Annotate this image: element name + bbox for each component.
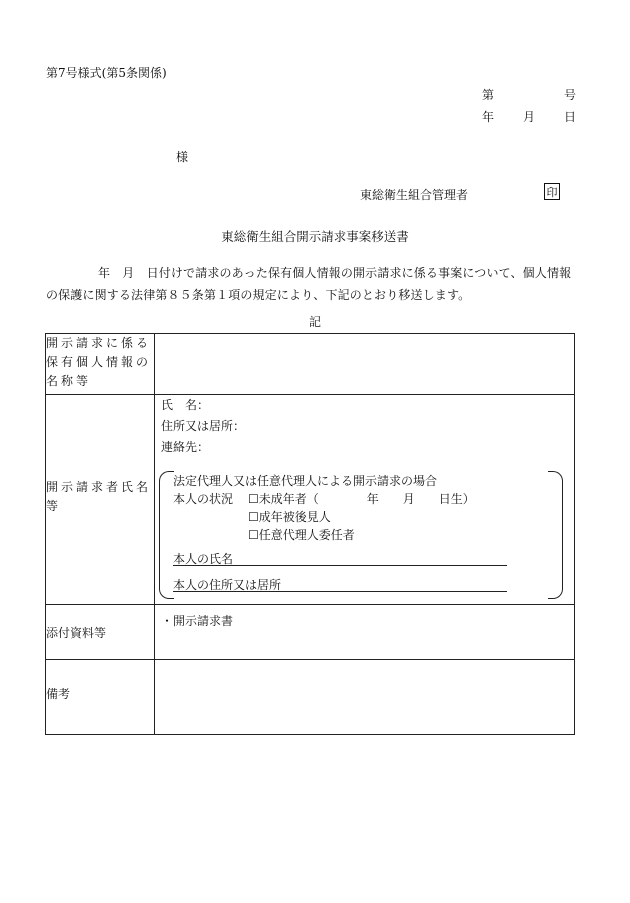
table-row (46, 660, 575, 735)
option-adult-ward[interactable]: ☐成年被後見人 (248, 510, 331, 524)
principal-status-label: 本人の状況 (173, 492, 234, 506)
date-month: 月 (522, 110, 535, 124)
row-label-remarks: 備考 (46, 660, 155, 735)
principal-address-label: 本人の住所又は居所 (173, 578, 282, 592)
table-row (46, 395, 575, 605)
row-label-requested-info: 開示請求に係る保有個人情報の名称等 (46, 334, 155, 395)
table-row (46, 334, 575, 395)
document-date (482, 108, 576, 125)
date-day: 日 (563, 110, 576, 124)
option-minor[interactable]: ☐未成年者（ 年 月 日生） (248, 492, 475, 506)
table-row (46, 605, 575, 660)
principal-name-label: 本人の氏名 (173, 552, 234, 566)
address-label: 住所又は居所： (161, 419, 246, 433)
requester-cell (155, 395, 575, 605)
date-year: 年 (482, 110, 495, 124)
principal-name-line[interactable] (173, 565, 507, 566)
number-suffix: 号 (563, 88, 576, 102)
bracket-right (548, 471, 563, 599)
document-number (482, 86, 576, 103)
bracket-left (159, 471, 174, 599)
name-label: 氏 名： (161, 398, 210, 412)
addressee: 様 (176, 150, 189, 164)
proxy-section (159, 471, 563, 597)
form-id: 第7号様式(第5条関係) (46, 66, 167, 80)
number-prefix: 第 (482, 88, 495, 102)
sender: 東総衛生組合管理者 (360, 188, 469, 202)
seal-icon: 印 (544, 183, 560, 200)
contact-label: 連絡先： (161, 440, 210, 454)
transfer-form-table (45, 333, 575, 735)
attachments-field[interactable]: ・開示請求書 (155, 605, 575, 660)
remarks-field[interactable] (155, 660, 575, 735)
principal-address-line[interactable] (173, 591, 507, 592)
row-label-requester: 開示請求者氏名等 (46, 395, 155, 605)
option-voluntary-principal[interactable]: ☐任意代理人委任者 (248, 528, 355, 542)
ki-heading: 記 (308, 315, 321, 329)
requested-info-field[interactable] (155, 334, 575, 395)
document-title: 東総衛生組合開示請求事案移送書 (221, 229, 409, 244)
proxy-heading: 法定代理人又は任意代理人による開示請求の場合 (173, 474, 438, 488)
row-label-attachments: 添付資料等 (46, 605, 155, 660)
body-text: 年 月 日付けで請求のあった保有個人情報の開示請求に係る事案について、個人情報の保護に関する法律第８５条第１項の規定により、下記のとおり移送します。 (46, 266, 572, 302)
